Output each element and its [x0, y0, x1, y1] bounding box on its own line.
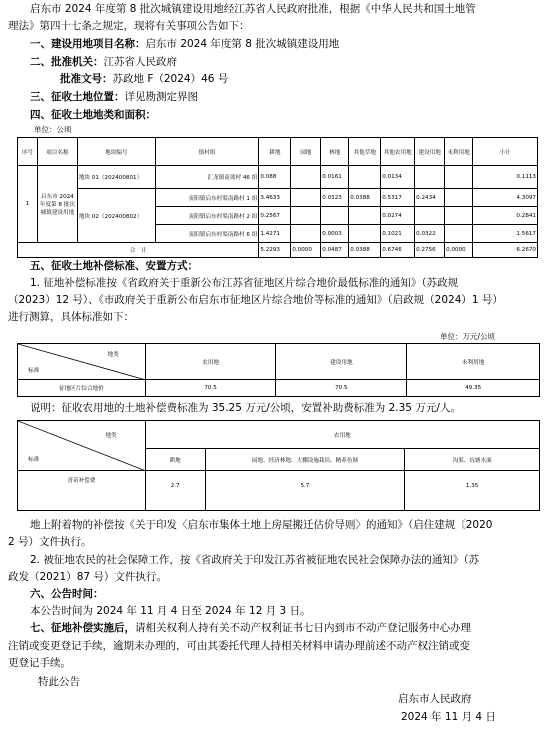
- approval-doc-label: 批准文号：: [60, 73, 113, 85]
- section-5-label: 五、征收土地补偿标准、安置方式：: [30, 260, 198, 272]
- value-cell: [349, 166, 381, 189]
- value-cell: 5.7: [205, 471, 405, 511]
- total-cell: 0.2756: [415, 243, 445, 258]
- corner-top: 地类: [107, 352, 119, 358]
- value-cell: [349, 225, 381, 243]
- issue-date: 2024 年 11 月 4 日: [401, 711, 496, 723]
- para-3-line-1: 2. 被征地农民的社会保障工作，按《省政府关于印发江苏省被征地农民社会保障办法的通知》（苏: [30, 554, 480, 566]
- value-cell: 0.1021: [381, 225, 415, 243]
- section-7-text: 请相关权利人持有关不动产权利证书七日内到市不动产登记服务中心办理: [135, 622, 471, 634]
- issuer: 启东市人民政府: [398, 693, 472, 705]
- total-cell: 0.0000: [445, 243, 473, 258]
- section-4-label: 四、征收土地地类和面积：: [30, 109, 156, 121]
- section-6-label: 六、公告时间：: [30, 588, 104, 600]
- header-cell: 建设用地: [276, 344, 407, 380]
- total-cell: 0.6746: [381, 243, 415, 258]
- table1-header-row: [18, 138, 538, 166]
- value-cell: [291, 166, 321, 189]
- diagonal-line: [18, 344, 146, 380]
- header-cell: 未利用地: [407, 344, 540, 380]
- value-cell: 0.0388: [349, 189, 381, 207]
- para-1-line-2: （2023）12 号）、《市政府关于重新公布启东市征地区片综合地价等标准的通知》（启政规（2024）1 号）: [8, 294, 503, 306]
- header-cell: 农用地: [145, 344, 276, 380]
- corner-bottom: 标准: [28, 457, 40, 463]
- para-5-line-1: 注销或变更登记手续，逾期未办理的，可由其委托代理人持相关材料申请办理前述不动产权注销或变: [8, 640, 470, 652]
- para-1-line-3: 进行测算，具体标准如下：: [8, 311, 134, 323]
- intro-line-1: 启东市 2024 年度第 8 批次城镇建设用地经江苏省人民政府批准，根据《中华人民共和国土地管: [30, 3, 476, 15]
- value-cell: 4.3097: [473, 189, 538, 207]
- total-cell: 0.0487: [321, 243, 349, 258]
- section-2-label: 二、批准机关：: [30, 56, 104, 68]
- corner-bottom: 标准: [28, 368, 40, 374]
- value-cell: [445, 207, 473, 225]
- value-cell: 0.0161: [321, 166, 349, 189]
- plot-cell: 地块 02（202400802）: [77, 189, 155, 243]
- total-cell: 5.2293: [259, 243, 291, 258]
- value-cell: 0.1113: [473, 166, 538, 189]
- value-cell: 0.0322: [415, 225, 445, 243]
- table2-corner-cell: [18, 344, 146, 380]
- header-cell: 园地: [291, 138, 321, 166]
- value-cell: 0.0274: [381, 207, 415, 225]
- table2-unit: 单位：万元/公顷: [440, 332, 496, 341]
- value-cell: 0.088: [259, 166, 291, 189]
- approval-authority: 江苏省人民政府: [103, 56, 177, 68]
- value-cell: 2.7: [145, 471, 205, 511]
- para-2-line-2: 2 号）文件执行。: [8, 536, 92, 548]
- group-header: 农用地: [145, 421, 539, 449]
- table3-header-row: [18, 421, 540, 449]
- header-cell: 建设用地: [415, 138, 445, 166]
- header-cell: 镇村组: [155, 138, 259, 166]
- table1-total-row: [18, 243, 538, 258]
- land-location: 详见勘测定界图: [124, 91, 198, 103]
- project-name: 启东市 2024 年度第 8 批次城镇建设用地: [145, 38, 340, 50]
- note: 说明：征收农用地的土地补偿费标准为 35.25 万元/公顷，安置补助费标准为 2.35 万元/人。: [30, 402, 461, 414]
- table-row: [18, 189, 538, 207]
- village-cell: 寅阳镇启东村渠南路村 2 组: [155, 207, 259, 225]
- value-cell: [291, 225, 321, 243]
- value-cell: [349, 207, 381, 225]
- value-cell: 0.2841: [473, 207, 538, 225]
- section-1-label: 一、建设用地项目名称：: [30, 38, 146, 50]
- land-area-table: [17, 137, 538, 258]
- approval-doc-number: 苏政地 F（2024）46 号: [112, 73, 229, 85]
- para-5-line-2: 更登记手续。: [8, 657, 71, 669]
- value-cell: 1.35: [405, 471, 540, 511]
- value-cell: [291, 189, 321, 207]
- para-3-line-2: 政发（2021）87 号）文件执行。: [8, 571, 167, 583]
- header-cell: 地块编号: [77, 138, 155, 166]
- value-cell: 0.0323: [321, 189, 349, 207]
- value-cell: 1.4271: [259, 225, 291, 243]
- value-cell: [445, 225, 473, 243]
- section-7-label: 七、征地补偿实施后，: [30, 622, 135, 634]
- closing-text: 特此公告: [38, 676, 80, 688]
- village-cell: 寅阳镇启东村渠南路村 6 组: [155, 225, 259, 243]
- row-label: 青苗补偿费: [18, 471, 146, 511]
- header-cell: 其他农用地: [381, 138, 415, 166]
- plot-cell: 地块 01（202400801）: [77, 166, 155, 189]
- para-1-line-1: 1. 征地补偿标准按《省政府关于重新公布江苏省征地区片综合地价最低标准的通知》（苏政规: [30, 277, 459, 289]
- intro-line-2: 理法》第四十七条之规定，现将有关事项公告如下：: [8, 20, 250, 32]
- header-cell: 序号: [18, 138, 38, 166]
- section-3-label: 三、征收土地位置：: [30, 91, 125, 103]
- value-cell: 0.0134: [381, 166, 415, 189]
- header-cell: 小计: [473, 138, 538, 166]
- value-cell: 0.0003: [321, 225, 349, 243]
- total-cell: 0.0000: [291, 243, 321, 258]
- value-cell: [415, 207, 445, 225]
- zone-price-table: [17, 343, 540, 397]
- header-cell: 耕地: [145, 449, 205, 471]
- section-1: [30, 37, 339, 51]
- table-row: [18, 380, 540, 397]
- header-cell: 林地: [321, 138, 349, 166]
- section-2b: [60, 72, 228, 86]
- section-7: [30, 621, 471, 635]
- value-cell: [445, 166, 473, 189]
- value-cell: 0.2434: [415, 189, 445, 207]
- value-cell: 49.35: [407, 380, 540, 397]
- diagonal-line: [18, 421, 146, 471]
- table-row: [18, 471, 540, 511]
- value-cell: 1.5617: [473, 225, 538, 243]
- seq-cell: 1: [18, 166, 38, 243]
- value-cell: [415, 166, 445, 189]
- header-cell: 耕地: [259, 138, 291, 166]
- value-cell: 3.4633: [259, 189, 291, 207]
- header-cell: 园地、经济林地、大棚设施栽培、精养鱼塘: [205, 449, 405, 471]
- village-cell: 汇龙镇南郊村 46 组: [155, 166, 259, 189]
- crop-compensation-table: [17, 420, 540, 511]
- village-cell: 寅阳镇启东村渠南路村 1 组: [155, 189, 259, 207]
- total-cell: 0.0388: [349, 243, 381, 258]
- corner-top: 地类: [105, 433, 117, 439]
- section-3: [30, 90, 198, 104]
- value-cell: [291, 207, 321, 225]
- para-2-line-1: 地上附着物的补偿按《关于印发〈启东市集体土地上房屋搬迁估价导则〉的通知》（启住建规〔2020: [30, 519, 493, 531]
- project-cell: 启东市 2024 年度第 8 批次城镇建设用地: [37, 166, 77, 243]
- header-cell: 沟渠、坑塘水面: [405, 449, 540, 471]
- header-cell: 项目名称: [37, 138, 77, 166]
- total-cell: 6.2670: [473, 243, 538, 258]
- notice-period: 本公告时间为 2024 年 11 月 4 日至 2024 年 12 月 3 日。: [30, 605, 311, 617]
- header-cell: 未利用地: [445, 138, 473, 166]
- total-label: 合 计: [18, 243, 259, 258]
- value-cell: 70.5: [145, 380, 276, 397]
- value-cell: [445, 189, 473, 207]
- value-cell: 0.5317: [381, 189, 415, 207]
- header-cell: 其他草地: [349, 138, 381, 166]
- section-2: [30, 55, 177, 69]
- value-cell: [321, 207, 349, 225]
- table1-unit: 单位：公顷: [34, 125, 72, 134]
- value-cell: 0.2567: [259, 207, 291, 225]
- row-label: 征地区片综合地价: [18, 380, 146, 397]
- table-row: [18, 166, 538, 189]
- table2-header-row: [18, 344, 540, 380]
- table3-corner-cell: [18, 421, 146, 471]
- value-cell: 70.5: [276, 380, 407, 397]
